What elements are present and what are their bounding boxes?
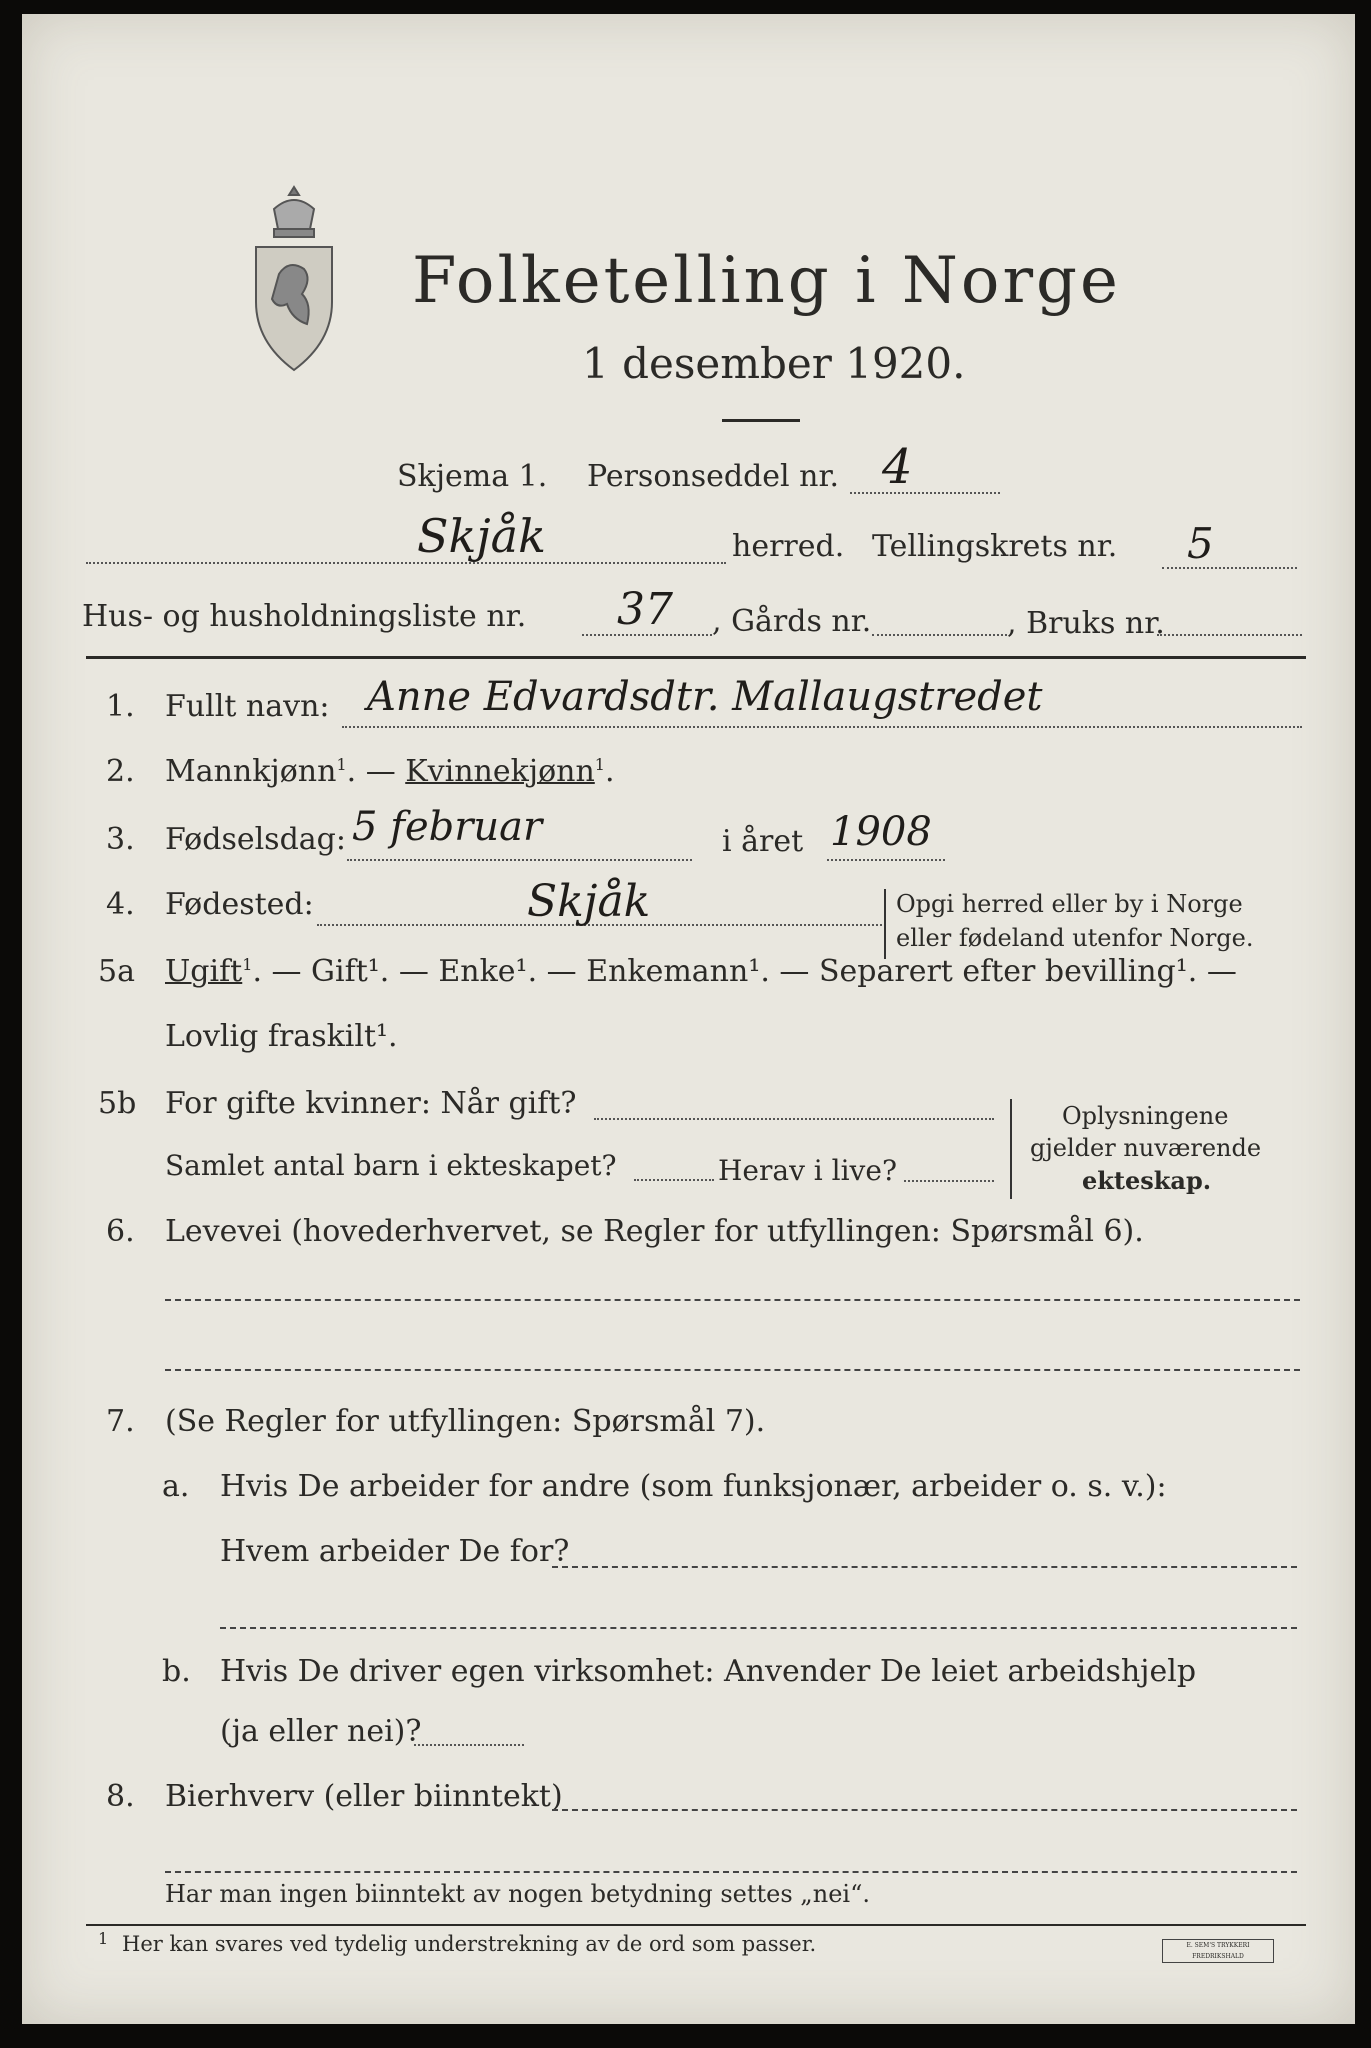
q5b-alive-line: [904, 1180, 994, 1182]
q7a-text: Hvis De arbeider for andre (som funksjonær, arbeider o. s. v.):: [220, 1469, 1167, 1504]
coat-of-arms-icon: [244, 179, 344, 379]
q7a-answer-line1: [552, 1566, 1297, 1568]
q8-note: Har man ingen biinntekt av nogen betydning settes „nei“.: [165, 1880, 870, 1908]
q4-birthplace-value[interactable]: Skjåk: [527, 876, 651, 927]
gards-label: , Gårds nr.: [712, 604, 872, 639]
herred-label: herred.: [732, 529, 845, 564]
q3-year-label: i året: [722, 824, 804, 859]
footer-divider: [86, 1924, 1306, 1926]
footnote: Her kan svares ved tydelig understrekning av de ord som passer.: [122, 1932, 817, 1956]
bruks-label: , Bruks nr.: [1007, 606, 1165, 641]
q5b-label: For gifte kvinner: Når gift?: [165, 1086, 577, 1121]
q2-female-option[interactable]: Kvinnekjønn: [405, 754, 595, 789]
q4-brace: [884, 889, 886, 959]
q3-birthday-value[interactable]: 5 februar: [352, 804, 543, 850]
q8-answer-line2: [165, 1871, 1297, 1873]
q8-label: Bierhverv (eller biinntekt): [165, 1779, 563, 1814]
q5a-ugift-option[interactable]: Ugift: [165, 954, 243, 989]
form-title: Folketelling i Norge: [412, 244, 1121, 318]
q2-male-footnote: 1: [336, 755, 347, 774]
census-date: 1 desember 1920.: [582, 339, 966, 388]
q7b-letter: b.: [162, 1654, 191, 1689]
personseddel-label: Personseddel nr.: [587, 459, 840, 494]
bruks-line: [1157, 634, 1302, 636]
q6-label: Levevei (hovederhvervet, se Regler for utfyllingen: Spørsmål 6).: [165, 1214, 1144, 1249]
q5b-number: 5b: [98, 1086, 137, 1121]
q3-year-value[interactable]: 1908: [830, 809, 932, 855]
q5b-married-line: [594, 1118, 994, 1120]
q1-number: 1.: [106, 689, 135, 724]
personseddel-line: [850, 492, 1000, 494]
q7b-answer-line: [414, 1744, 524, 1746]
q4-label: Fødested:: [165, 887, 314, 922]
q6-answer-line2: [165, 1369, 1300, 1371]
q8-number: 8.: [106, 1779, 135, 1814]
q5b-alive-label: Herav i live?: [718, 1154, 897, 1187]
q2-separator: . —: [346, 754, 406, 789]
q5a-options: [165, 954, 1237, 989]
q8-answer-line1: [552, 1809, 1297, 1811]
footnote-mark: 1: [98, 1929, 109, 1948]
q7b-question: (ja eller nei)?: [220, 1714, 422, 1749]
q3-day-line: [347, 859, 692, 861]
q3-number: 3.: [106, 822, 135, 857]
skjema-label: Skjema 1.: [397, 459, 548, 494]
printer-stamp: E. SEM'S TRYKKERI FREDRIKSHALD: [1162, 1939, 1274, 1963]
q4-note-line2: eller fødeland utenfor Norge.: [896, 924, 1254, 952]
q3-label: Fødselsdag:: [165, 822, 346, 857]
q2-female-footnote: 1: [594, 755, 605, 774]
q7-label: (Se Regler for utfyllingen: Spørsmål 7).: [165, 1404, 766, 1439]
q3-year-line: [827, 859, 945, 861]
q7b-text: Hvis De driver egen virksomhet: Anvender De leiet arbeidshjelp: [220, 1654, 1197, 1689]
q5a-number: 5a: [98, 954, 135, 989]
tellingskrets-line: [1162, 567, 1297, 569]
tellingskrets-value[interactable]: 5: [1187, 519, 1214, 568]
q6-number: 6.: [106, 1214, 135, 1249]
q5b-children-label: Samlet antal barn i ekteskapet?: [165, 1149, 617, 1182]
q7a-letter: a.: [162, 1469, 190, 1504]
q4-number: 4.: [106, 887, 135, 922]
tellingskrets-label: Tellingskrets nr.: [872, 529, 1118, 564]
q5b-note-line1: Oplysningene: [1062, 1102, 1229, 1130]
q2-end: .: [604, 754, 615, 789]
q5a-other-options: . — Gift¹. — Enke¹. — Enkemann¹. — Separert efter bevilling¹. —: [252, 954, 1237, 989]
q5a-ugift-footnote: 1: [242, 955, 253, 974]
q4-note-line1: Opgi herred eller by i Norge: [896, 890, 1243, 918]
q1-line: [342, 726, 1302, 728]
q1-label: Fullt navn:: [165, 689, 330, 724]
q5b-note-line2: gjelder nuværende: [1030, 1134, 1262, 1162]
q1-full-name-value[interactable]: Anne Edvardsdtr. Mallaugstredet: [367, 674, 1043, 720]
q2-gender-options: [165, 754, 615, 789]
herred-value[interactable]: Skjåk: [417, 509, 546, 563]
q5b-note-line3: ekteskap.: [1082, 1166, 1212, 1195]
hus-value[interactable]: 37: [617, 584, 673, 635]
census-form: [22, 14, 1355, 2024]
q2-number: 2.: [106, 754, 135, 789]
personseddel-value[interactable]: 4: [882, 439, 913, 495]
q5b-brace: [1010, 1099, 1012, 1199]
q5a-fraskilt: Lovlig fraskilt¹.: [165, 1019, 398, 1054]
q6-answer-line1: [165, 1299, 1300, 1301]
q2-male-option[interactable]: Mannkjønn: [165, 754, 337, 789]
herred-line: [86, 562, 726, 564]
hus-label: Hus- og husholdningsliste nr.: [82, 599, 527, 634]
q5b-children-line: [634, 1179, 714, 1181]
title-divider: [722, 419, 800, 422]
q7a-answer-line2: [220, 1627, 1297, 1629]
q7a-question: Hvem arbeider De for?: [220, 1534, 570, 1569]
gards-line: [872, 634, 1007, 636]
header-divider: [86, 656, 1306, 659]
q7-number: 7.: [106, 1404, 135, 1439]
